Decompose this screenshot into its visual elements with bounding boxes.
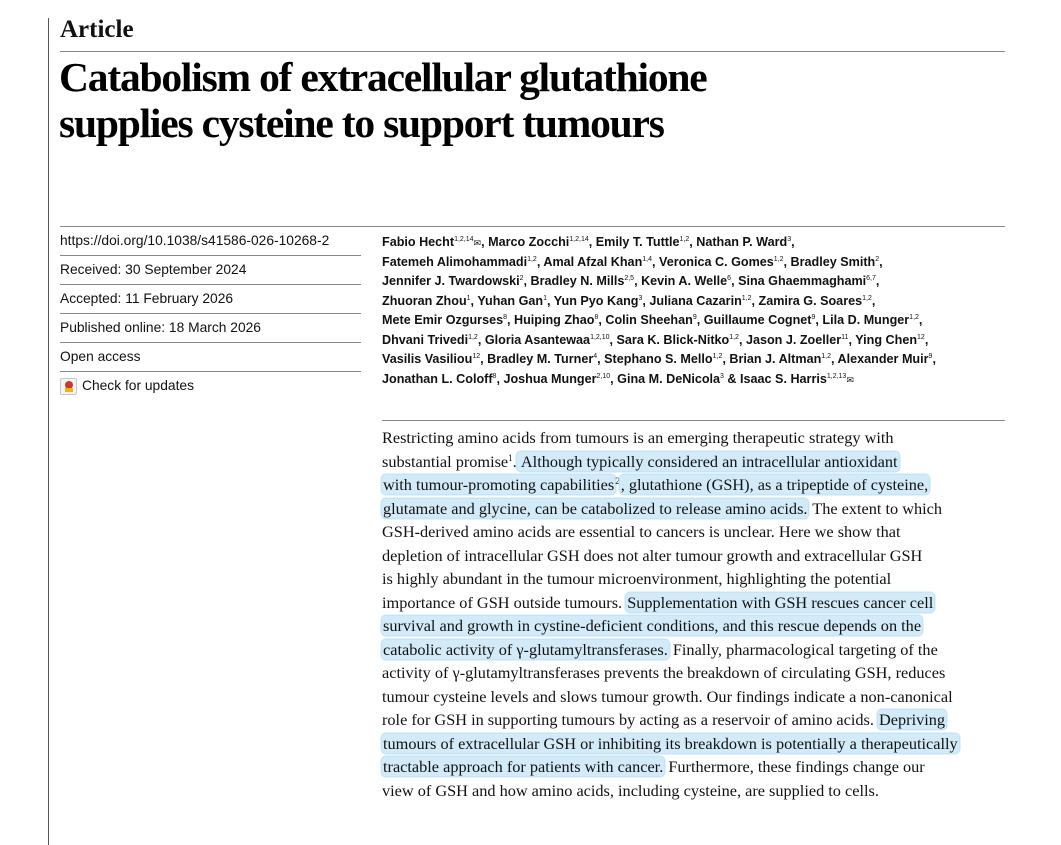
affiliation-superscript: 3 [720,372,724,380]
author-name[interactable]: Sina Ghaemmaghami [738,274,867,288]
affiliation-superscript: 1,2,14 [454,236,474,243]
author-name[interactable]: Colin Sheehan [605,313,693,327]
author-name[interactable]: Huiping Zhao [514,313,595,327]
author-name[interactable]: Isaac S. Harris [740,371,827,386]
citation-superscript[interactable]: 2 [615,476,620,486]
article-metadata [60,227,361,400]
author-name[interactable]: Ying Chen [855,332,918,347]
abstract-text: GSH-derived amino acids are essential to cancers is unclear. Here we show that [382,522,901,541]
article-type-label: Article [60,16,134,43]
abstract-text: Furthermore, these findings change our [664,757,925,776]
affiliation-superscript: 11 [841,333,849,341]
author-name[interactable]: Lila D. Munger [822,313,910,327]
author-name[interactable]: Juliana Cazarin [649,293,742,308]
author-line: Zhuoran Zhou$^1$, Yuhan Gan$^1$, Yun Pyo Kang$^3$, Juliana Cazarin$^{1,2}$, Zamira G. Soares$^{1,2}$, [382,293,876,308]
author-name[interactable]: Marco Zocchi [488,235,570,249]
affiliation-superscript: 3 [787,236,792,243]
citation-superscript[interactable]: 1 [508,452,513,463]
affiliation-superscript: 1,2 [862,294,872,302]
accepted-date: Accepted: 11 February 2026 [60,285,361,314]
abstract-line [382,426,1012,450]
abstract-text: substantial promise [382,451,509,471]
author-name[interactable]: Emily T. Tuttle [595,235,680,249]
abstract-text: role for GSH in supporting tumours by acting as a reservoir of amino acids. [382,710,879,729]
author-name[interactable]: Jennifer J. Twardowski [382,274,520,288]
abstract-line [382,614,1012,638]
affiliation-superscript: 6,7 [866,275,876,282]
crossmark-icon [60,378,77,395]
affiliation-superscript: 1 [466,294,471,302]
author-name[interactable]: Veronica C. Gomes [659,254,774,269]
highlighted-text[interactable]: Depriving [879,710,946,729]
author-name[interactable]: Stephano S. Mello [604,352,713,366]
affiliation-superscript: 1,2 [741,294,752,302]
affiliation-superscript: 1,2 [468,333,478,341]
abstract-rule [382,420,1005,421]
abstract-text: tumour cysteine levels and slows tumour growth. Our findings indicate a non-canonical [382,686,953,706]
affiliation-superscript: 1,2 [712,353,723,360]
affiliation-superscript: 1,4 [642,255,652,263]
author-name[interactable]: Amal Afzal Khan [543,254,643,269]
affiliation-superscript: 8 [503,314,507,321]
author-line: Fabio Hecht$^{1,2,14}$✉, Marco Zocchi$^{1,2,14}$, Emily T. Tuttle$^{1,2}$, Nathan P. Ward$^3$, [382,235,795,249]
abstract-line [382,497,1012,521]
received-date: Received: 30 September 2024 [60,256,361,285]
abstract-line [382,685,1012,709]
abstract-text: Restricting amino acids from tumours is an emerging therapeutic strategy with [382,428,894,447]
check-updates-button[interactable] [60,372,361,400]
author-line: Dhvani Trivedi$^{1,2}$, Gloria Asantewaa$^{1,2,10}$, Sara K. Blick-Nitko$^{1,2}$, Jason J. Zoeller$^{11}$, Ying Chen$^{12}$, [382,332,929,347]
affiliation-superscript: 1,2 [821,353,832,360]
author-name[interactable]: Fatemeh Alimohammadi [382,254,528,269]
affiliation-superscript: 9 [811,314,816,321]
affiliation-superscript: 6 [727,275,732,282]
highlighted-text[interactable]: tractable approach for patients with cancer. [383,757,664,776]
highlighted-text[interactable]: Although typically considered an intracellular antioxidant [517,451,898,471]
check-updates-label: Check for updates [82,378,194,393]
affiliation-superscript: 1 [543,294,548,302]
author-name[interactable]: Gina M. DeNicola [617,371,721,386]
author-name[interactable]: Nathan P. Ward [696,235,788,249]
author-name[interactable]: Yuhan Gan [477,293,544,308]
affiliation-superscript: 2,5 [624,275,635,282]
author-line: Mete Emir Ozgurses$^8$, Huiping Zhao$^8$, Colin Sheehan$^9$, Guillaume Cognet$^9$, Lila D. Munger$^{1,2}$, [382,313,923,327]
author-name[interactable]: Mete Emir Ozgurses [382,313,504,327]
author-name[interactable]: Kevin A. Welle [641,274,728,288]
affiliation-superscript: 1,2 [773,255,784,263]
affiliation-superscript: 4 [593,353,598,360]
affiliation-superscript: 2,10 [596,372,611,380]
affiliation-superscript: 1,2,10 [590,333,610,341]
abstract-line [382,708,1012,732]
abstract-text: The extent to which [808,498,943,518]
affiliation-superscript: 9 [928,353,933,360]
abstract-line [382,450,1012,474]
affiliation-superscript: 12 [472,353,481,360]
author-name[interactable]: Brian J. Altman [729,352,822,366]
open-access-label: Open access [60,343,361,372]
highlighted-text[interactable]: , glutathione (GSH), as a tripeptide of cysteine, [620,475,929,494]
author-line: Jennifer J. Twardowski$^2$, Bradley N. Mills$^{2,5}$, Kevin A. Welle$^6$, Sina Ghaemmaghami$^{6,7}$, [382,274,880,288]
abstract-text: . [512,451,517,471]
author-name[interactable]: Gloria Asantewaa [484,332,591,347]
author-name[interactable]: Fabio Hecht [382,235,455,249]
author-name[interactable]: Bradley N. Mills [530,274,625,288]
article-title [59,54,1019,146]
highlighted-text[interactable]: glutamate and glycine, can be catabolized to release amino acids. [383,498,808,518]
abstract [382,426,1012,802]
abstract-line [382,755,1012,779]
affiliation-superscript: 3 [638,294,643,302]
affiliation-superscript: 1,2 [679,236,690,243]
abstract-line [382,520,1012,544]
email-envelope-icon[interactable]: ✉ [473,238,482,248]
affiliation-superscript: 1,2 [909,314,919,321]
author-name[interactable]: Guillaume Cognet [703,313,812,327]
author-name[interactable]: Vasilis Vasiliou [382,352,473,366]
author-name[interactable]: Zamira G. Soares [758,293,863,308]
author-name[interactable]: Bradley Smith [790,254,876,269]
author-name[interactable]: Zhuoran Zhou [382,293,467,308]
author-name[interactable]: Jason J. Zoeller [745,332,842,347]
highlighted-text[interactable]: survival and growth in cystine-deficient conditions, and this rescue depends on the [383,616,922,635]
article-title-line-2: supplies cysteine to support tumours [59,100,664,146]
abstract-line [382,779,1012,803]
author-line: Vasilis Vasiliou$^{12}$, Bradley M. Turner$^4$, Stephano S. Mello$^{1,2}$, Brian J. Altman$^{1,2}$, Alexander Muir$^9$, [382,352,936,366]
author-name[interactable]: Jonathan L. Coloff [382,371,493,386]
affiliation-superscript: 1,2 [729,333,739,341]
affiliation-superscript: 12 [917,333,925,341]
highlighted-text[interactable]: with tumour-promoting capabilities [383,475,615,494]
affiliation-superscript: 1,2,13 [826,372,847,380]
affiliation-superscript: 2 [875,255,880,263]
email-envelope-icon[interactable]: ✉ [846,374,854,385]
published-date: Published online: 18 March 2026 [60,314,361,343]
abstract-text: is highly abundant in the tumour microenvironment, highlighting the potential [382,569,892,588]
author-name[interactable]: Dhvani Trivedi [382,332,469,347]
abstract-text: importance of GSH outside tumours. [382,592,627,612]
highlighted-text[interactable]: catabolic activity of γ-glutamyltransferases. [383,639,668,659]
doi-link[interactable]: https://doi.org/10.1038/s41586-026-10268-2 [60,227,361,256]
header-rule [60,51,1005,52]
author-list [382,233,1007,389]
affiliation-superscript: 1,2,14 [569,236,589,243]
abstract-line [382,473,1012,497]
author-name[interactable]: Bradley M. Turner [487,352,594,366]
author-name[interactable]: Sara K. Blick-Nitko [616,332,730,347]
affiliation-superscript: 2 [519,275,524,282]
author-name[interactable]: Alexander Muir [837,352,929,366]
article-title-line-1: Catabolism of extracellular glutathione [59,54,707,100]
abstract-text: depletion of intracellular GSH does not alter tumour growth and extracellular GSH [382,545,923,565]
abstract-text: view of GSH and how amino acids, including cysteine, are supplied to cells. [382,780,879,800]
affiliation-superscript: 9 [692,314,697,321]
abstract-text: Finally, pharmacological targeting of the [668,639,938,659]
abstract-line [382,591,1012,615]
abstract-line [382,567,1012,591]
abstract-text: activity of γ-glutamyltransferases prevents the breakdown of circulating GSH, reduces [382,663,946,682]
author-name[interactable]: Yun Pyo Kang [553,293,639,308]
abstract-line [382,661,1012,685]
affiliation-superscript: 8 [492,372,497,380]
affiliation-superscript: 8 [594,314,599,321]
highlighted-text[interactable]: Supplementation with GSH rescues cancer cell [627,592,934,612]
affiliation-superscript: 1,2 [527,255,537,263]
highlighted-text[interactable]: tumours of extracellular GSH or inhibiting its breakdown is potentially a therapeutically [383,733,958,753]
abstract-line [382,732,1012,756]
author-name[interactable]: Joshua Munger [503,371,597,386]
abstract-line [382,638,1012,662]
author-line: Fatemeh Alimohammadi$^{1,2}$, Amal Afzal Khan$^{1,4}$, Veronica C. Gomes$^{1,2}$, Bradley Smith$^2$, [382,254,883,269]
page-margin-line [48,18,49,845]
author-line: Jonathan L. Coloff$^8$, Joshua Munger$^{2,10}$, Gina M. DeNicola$^3$ & Isaac S. Harris$^{1,2,13}$✉ [382,371,854,386]
abstract-line [382,544,1012,568]
